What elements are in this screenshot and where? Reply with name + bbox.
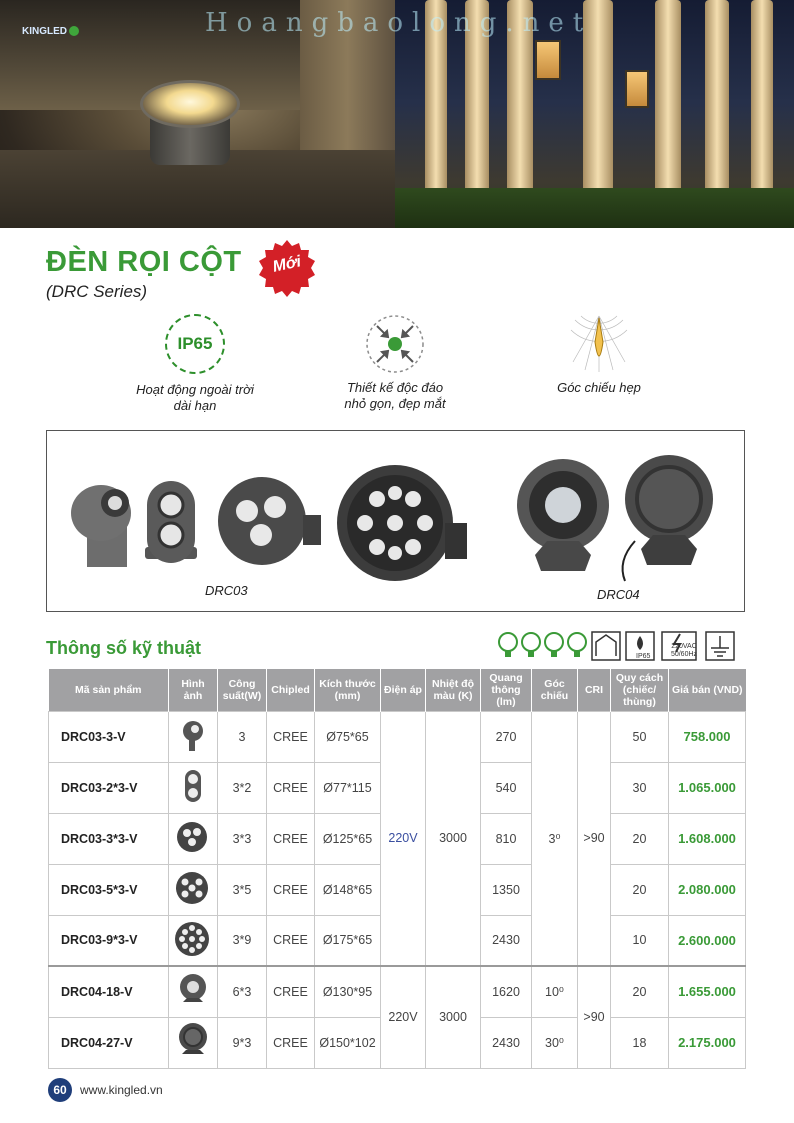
column-header: Điện áp (381, 669, 426, 711)
price-cell: 2.080.000 (669, 864, 746, 915)
product-thumbnail (169, 813, 218, 864)
column-header: Giá bán (VND) (669, 669, 746, 711)
lumen-cell: 1620 (481, 966, 532, 1017)
column-header: Quang thông (lm) (481, 669, 532, 711)
drc03-9x3-thumb-icon (173, 919, 213, 959)
lumen-cell: 2430 (481, 1017, 532, 1068)
power-cell: 3*2 (218, 762, 267, 813)
beam-angle-cell: 10⁰ (532, 966, 578, 1017)
hero-banner (0, 0, 794, 228)
feature-caption: dài hạn (173, 398, 217, 413)
ground-icon (706, 632, 734, 660)
power-cell: 3*9 (218, 915, 267, 966)
chip-cell: CREE (267, 711, 315, 762)
narrow-beam-icon (567, 312, 631, 376)
power-cell: 3*5 (218, 864, 267, 915)
pack-cell: 30 (611, 762, 669, 813)
column-header: Mã sản phẩm (49, 669, 169, 711)
ip65-rating-label: IP65 (636, 653, 651, 660)
product-thumbnail (169, 966, 218, 1017)
lumen-cell: 810 (481, 813, 532, 864)
power-cell: 3 (218, 711, 267, 762)
drc04-27-thumb-icon (173, 1021, 213, 1061)
size-cell: Ø77*115 (315, 762, 381, 813)
product-thumbnail (169, 915, 218, 966)
beam-angle-cell: 3⁰ (532, 711, 578, 966)
drc04-18-image (517, 459, 609, 571)
column-header: Quy cách (chiếc/ thùng) (611, 669, 669, 711)
sku-cell: DRC03-9*3-V (49, 915, 169, 966)
drc03-2x3-thumb-icon (173, 766, 213, 806)
specs-section-title: Thông số kỹ thuật (46, 638, 201, 658)
table-row (49, 966, 746, 1017)
product-images (47, 431, 744, 611)
feature-outdoor (110, 312, 280, 414)
drc04-27-image (623, 455, 713, 581)
product-thumbnail (169, 864, 218, 915)
price-cell: 1.608.000 (669, 813, 746, 864)
pack-cell: 10 (611, 915, 669, 966)
feature-caption: Góc chiếu hẹp (557, 380, 641, 395)
eco-led-icon (499, 633, 586, 657)
indoor-outdoor-icon (592, 632, 620, 660)
chip-cell: CREE (267, 762, 315, 813)
watermark-text: Hoangbaolong.net (205, 8, 593, 38)
drc03-3-image (71, 485, 131, 567)
product-thumbnail (169, 711, 218, 762)
size-cell: Ø175*65 (315, 915, 381, 966)
sku-cell: DRC03-3*3-V (49, 813, 169, 864)
spec-table (48, 669, 746, 1069)
size-cell: Ø150*102 (315, 1017, 381, 1068)
power-cell: 9*3 (218, 1017, 267, 1068)
feature-caption: Thiết kế độc đáo (346, 380, 444, 395)
table-header-row (49, 669, 746, 711)
feature-caption: nhỏ gọn, đẹp mắt (344, 396, 446, 411)
pack-cell: 20 (611, 966, 669, 1017)
certification-icons (496, 630, 746, 662)
price-cell: 758.000 (669, 711, 746, 762)
sku-cell: DRC04-27-V (49, 1017, 169, 1068)
product-label-drc03: DRC03 (205, 583, 248, 598)
product-gallery (46, 430, 745, 612)
drc03-3x3-thumb-icon (173, 817, 213, 857)
power-cell: 6*3 (218, 966, 267, 1017)
lumen-cell: 270 (481, 711, 532, 762)
sku-cell: DRC03-5*3-V (49, 864, 169, 915)
lumen-cell: 1350 (481, 864, 532, 915)
column-header: Chipled (267, 669, 315, 711)
price-cell: 1.655.000 (669, 966, 746, 1017)
cct-cell: 3000 (426, 711, 481, 966)
feature-compact-design (310, 312, 480, 412)
column-header: Kích thước (mm) (315, 669, 381, 711)
cct-cell: 3000 (426, 966, 481, 1068)
voltage-label: 220VAC 50/60Hz (670, 643, 698, 658)
sku-cell: DRC03-2*3-V (49, 762, 169, 813)
price-cell: 1.065.000 (669, 762, 746, 813)
size-cell: Ø75*65 (315, 711, 381, 762)
price-cell: 2.600.000 (669, 915, 746, 966)
chip-cell: CREE (267, 1017, 315, 1068)
power-cell: 3*3 (218, 813, 267, 864)
pack-cell: 20 (611, 813, 669, 864)
column-header: Công suất(W) (218, 669, 267, 711)
series-subtitle: (DRC Series) (46, 282, 148, 301)
chip-cell: CREE (267, 813, 315, 864)
beam-angle-cell: 30⁰ (532, 1017, 578, 1068)
size-cell: Ø130*95 (315, 966, 381, 1017)
column-header: Hình ảnh (169, 669, 218, 711)
lumen-cell: 540 (481, 762, 532, 813)
sku-cell: DRC03-3-V (49, 711, 169, 762)
drc03-3-thumb-icon (173, 715, 213, 755)
pack-cell: 20 (611, 864, 669, 915)
brand-logo: KINGLED (22, 26, 79, 37)
pack-cell: 50 (611, 711, 669, 762)
size-cell: Ø148*65 (315, 864, 381, 915)
product-thumbnail (169, 1017, 218, 1068)
chip-cell: CREE (267, 915, 315, 966)
drc03-9x3-image (337, 465, 467, 581)
website-link[interactable]: www.kingled.vn (80, 1083, 163, 1097)
table-row (49, 711, 746, 762)
pack-cell: 18 (611, 1017, 669, 1068)
drc03-2x3-image (145, 481, 197, 563)
feature-narrow-beam (514, 312, 684, 396)
page-title: ĐÈN RỌI CỘT (46, 246, 242, 278)
chip-cell: CREE (267, 864, 315, 915)
column-header: CRI (578, 669, 611, 711)
chip-cell: CREE (267, 966, 315, 1017)
compact-design-icon (363, 312, 427, 376)
drc04-18-thumb-icon (173, 970, 213, 1010)
product-label-drc04: DRC04 (597, 587, 640, 602)
lumen-cell: 2430 (481, 915, 532, 966)
ip65-icon: IP65 (163, 314, 227, 378)
cri-cell: >90 (578, 966, 611, 1068)
drc03-5x3-thumb-icon (173, 868, 213, 908)
size-cell: Ø125*65 (315, 813, 381, 864)
feature-caption: Hoạt động ngoài trời (136, 382, 254, 397)
drc03-3x3-image (218, 477, 321, 565)
price-cell: 2.175.000 (669, 1017, 746, 1068)
sku-cell: DRC04-18-V (49, 966, 169, 1017)
cri-cell: >90 (578, 711, 611, 966)
page-number: 60 (48, 1078, 72, 1102)
product-thumbnail (169, 762, 218, 813)
voltage-cell: 220V (381, 711, 426, 966)
new-badge-label: Mới (271, 253, 303, 276)
column-header: Góc chiếu (532, 669, 578, 711)
voltage-cell: 220V (381, 966, 426, 1068)
column-header: Nhiệt độ màu (K) (426, 669, 481, 711)
